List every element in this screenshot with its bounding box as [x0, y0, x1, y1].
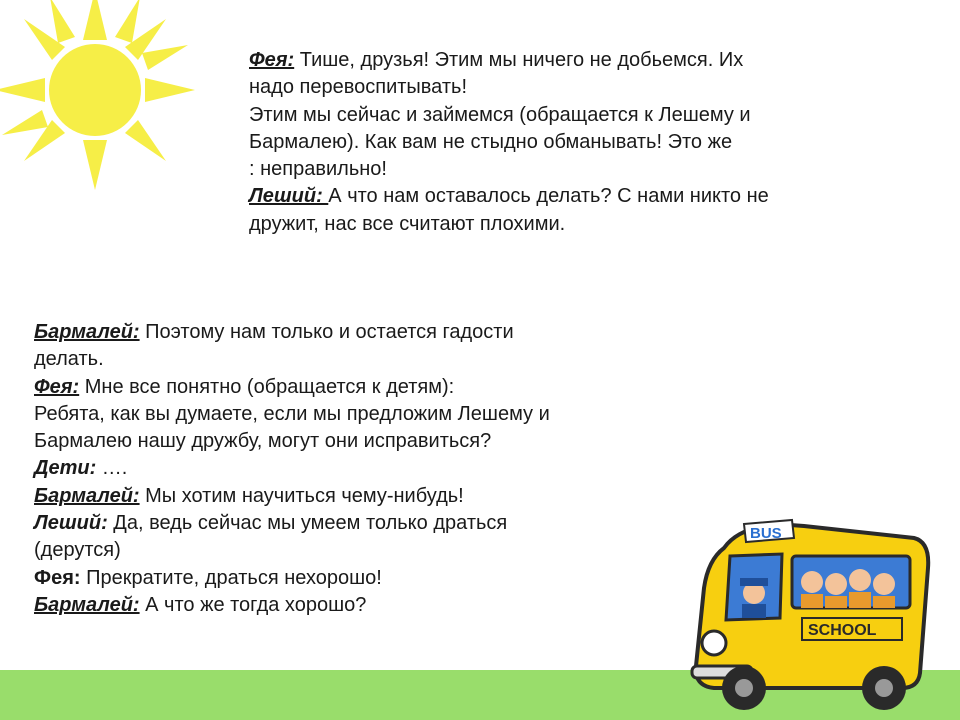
dialogue-text: Поэтому нам только и остается гадости — [139, 321, 514, 343]
dialogue-line: Этим мы сейчас и займемся (обращается к Лешему и — [249, 103, 751, 126]
speaker-label: Бармалей: — [34, 484, 140, 507]
dialogue-text: Да, ведь сейчас мы умеем только драться — [107, 512, 508, 535]
dialogue-text: Прекратите, драться нехорошо! — [80, 566, 382, 589]
speaker-label: Леший: — [34, 512, 108, 535]
dialogue-line — [34, 565, 674, 592]
dialogue-text: …. — [96, 457, 128, 480]
dialogue-text: А что же тогда хорошо? — [139, 593, 367, 616]
dialogue-line: Бармалею нашу дружбу, могут они исправиться? — [34, 430, 492, 453]
speaker-label: Фея: — [34, 566, 81, 589]
bus-sign-text: BUS — [750, 525, 782, 542]
dialogue-line — [249, 183, 889, 210]
dialogue-line — [34, 455, 674, 482]
dialogue-text: Тише, друзья! Этим мы ничего не добьемся. Их — [294, 49, 744, 71]
sun-icon — [0, 0, 200, 195]
speaker-label: Фея: — [34, 375, 80, 398]
speaker-label: Леший: — [249, 185, 329, 208]
school-sign-text: SCHOOL — [808, 622, 877, 639]
dialogue-line — [34, 374, 674, 401]
dialogue-text: А что нам оставалось делать? С нами никто не — [328, 185, 769, 208]
school-bus-illustration — [684, 508, 934, 713]
dialogue-block-top — [249, 47, 889, 238]
speaker-label: Дети: — [34, 457, 97, 480]
dialogue-block-bottom — [34, 319, 674, 619]
dialogue-line — [34, 510, 674, 537]
dialogue-line: (дерутся) — [34, 539, 121, 562]
speaker-label: Фея: — [249, 49, 295, 71]
dialogue-line — [34, 319, 674, 346]
dialogue-line: делать. — [34, 348, 104, 371]
dialogue-line: Бармалею). Как вам не стыдно обманывать! Это же — [249, 130, 733, 153]
dialogue-line — [34, 483, 674, 510]
dialogue-line: : неправильно! — [249, 158, 387, 181]
dialogue-text: Мне все понятно (обращается к детям): — [79, 375, 455, 398]
dialogue-line — [34, 592, 674, 619]
dialogue-line: дружит, нас все считают плохими. — [249, 212, 566, 235]
dialogue-line: Ребята, как вы думаете, если мы предложим Лешему и — [34, 402, 550, 425]
speaker-label: Бармалей: — [34, 321, 140, 343]
dialogue-line — [249, 47, 889, 74]
dialogue-line: надо перевоспитывать! — [249, 76, 467, 99]
speaker-label: Бармалей: — [34, 593, 140, 616]
dialogue-text: Мы хотим научиться чему-нибудь! — [139, 484, 464, 507]
